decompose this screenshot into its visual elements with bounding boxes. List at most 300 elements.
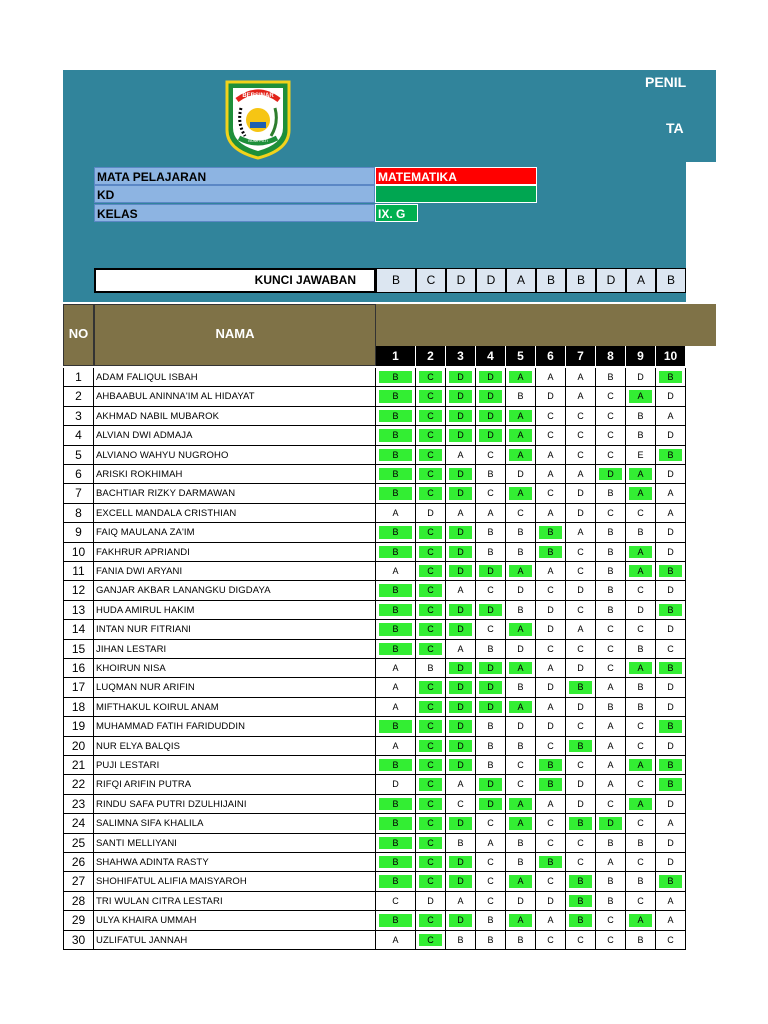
answer-cell-correct[interactable] <box>626 465 656 484</box>
answer-cell[interactable] <box>566 756 596 775</box>
answer-cell-correct[interactable] <box>416 853 446 872</box>
answer-cell-correct[interactable] <box>476 659 506 678</box>
answer-cell[interactable] <box>506 504 536 523</box>
answer-cell[interactable] <box>566 581 596 600</box>
answer-cell-correct[interactable] <box>446 523 476 542</box>
answer-cell[interactable] <box>536 737 566 756</box>
answer-cell[interactable] <box>376 775 416 794</box>
answer-cell-correct[interactable] <box>416 543 446 562</box>
answer-cell-correct[interactable] <box>446 756 476 775</box>
student-name[interactable]: SALIMNA SIFA KHALILA <box>94 814 376 833</box>
answer-cell-correct[interactable] <box>376 911 416 930</box>
answer-cell[interactable] <box>656 543 686 562</box>
answer-cell[interactable] <box>476 717 506 736</box>
answer-cell[interactable] <box>566 484 596 503</box>
answer-cell-correct[interactable] <box>476 368 506 387</box>
answer-cell[interactable] <box>536 814 566 833</box>
answer-cell-correct[interactable] <box>416 640 446 659</box>
student-name[interactable]: UZLIFATUL JANNAH <box>94 931 376 950</box>
answer-cell-correct[interactable] <box>446 698 476 717</box>
answer-cell-correct[interactable] <box>476 601 506 620</box>
answer-cell[interactable] <box>476 581 506 600</box>
answer-cell-correct[interactable] <box>416 872 446 891</box>
answer-cell-correct[interactable] <box>506 407 536 426</box>
answer-cell-correct[interactable] <box>476 698 506 717</box>
student-name[interactable]: HUDA AMIRUL HAKIM <box>94 601 376 620</box>
answer-cell-correct[interactable] <box>566 737 596 756</box>
answer-cell[interactable] <box>476 484 506 503</box>
answer-cell-correct[interactable] <box>446 562 476 581</box>
answer-cell[interactable] <box>476 834 506 853</box>
answer-cell[interactable] <box>596 678 626 697</box>
answer-cell[interactable] <box>536 601 566 620</box>
answer-cell[interactable] <box>506 737 536 756</box>
answer-cell[interactable] <box>596 387 626 406</box>
answer-cell[interactable] <box>566 368 596 387</box>
student-name[interactable]: TRI WULAN CITRA LESTARI <box>94 892 376 911</box>
answer-cell[interactable] <box>566 387 596 406</box>
answer-cell[interactable] <box>656 407 686 426</box>
answer-cell-correct[interactable] <box>506 795 536 814</box>
student-name[interactable]: ALVIAN DWI ADMAJA <box>94 426 376 445</box>
answer-cell[interactable] <box>376 562 416 581</box>
mapel-value[interactable]: MATEMATIKA <box>375 167 537 185</box>
answer-cell-correct[interactable] <box>476 795 506 814</box>
answer-cell-correct[interactable] <box>376 368 416 387</box>
answer-cell[interactable] <box>536 407 566 426</box>
answer-cell[interactable] <box>656 795 686 814</box>
answer-cell[interactable] <box>476 620 506 639</box>
answer-cell[interactable] <box>656 504 686 523</box>
answer-cell[interactable] <box>566 640 596 659</box>
answer-cell-correct[interactable] <box>416 581 446 600</box>
answer-cell[interactable] <box>476 911 506 930</box>
answer-cell[interactable] <box>626 678 656 697</box>
answer-cell[interactable] <box>446 892 476 911</box>
student-name[interactable]: FAIQ MAULANA ZA'IM <box>94 523 376 542</box>
answer-cell-correct[interactable] <box>506 368 536 387</box>
answer-cell-correct[interactable] <box>376 543 416 562</box>
answer-cell-correct[interactable] <box>656 659 686 678</box>
answer-cell[interactable] <box>566 717 596 736</box>
answer-cell-correct[interactable] <box>416 756 446 775</box>
answer-cell-correct[interactable] <box>566 814 596 833</box>
answer-cell-correct[interactable] <box>446 678 476 697</box>
answer-cell[interactable] <box>506 853 536 872</box>
answer-cell[interactable] <box>596 543 626 562</box>
answer-cell[interactable] <box>596 446 626 465</box>
answer-cell-correct[interactable] <box>376 426 416 445</box>
answer-cell[interactable] <box>536 659 566 678</box>
answer-cell[interactable] <box>656 814 686 833</box>
answer-cell[interactable] <box>506 756 536 775</box>
answer-cell[interactable] <box>566 853 596 872</box>
answer-cell-correct[interactable] <box>506 814 536 833</box>
answer-cell-correct[interactable] <box>416 368 446 387</box>
student-name[interactable]: ALVIANO WAHYU NUGROHO <box>94 446 376 465</box>
answer-cell[interactable] <box>506 543 536 562</box>
answer-cell-correct[interactable] <box>416 601 446 620</box>
answer-cell[interactable] <box>626 640 656 659</box>
student-name[interactable]: EXCELL MANDALA CRISTHIAN <box>94 504 376 523</box>
answer-cell-correct[interactable] <box>376 581 416 600</box>
answer-cell-correct[interactable] <box>656 562 686 581</box>
answer-cell-correct[interactable] <box>446 543 476 562</box>
answer-cell[interactable] <box>626 368 656 387</box>
answer-cell[interactable] <box>656 484 686 503</box>
answer-cell-correct[interactable] <box>376 387 416 406</box>
answer-cell-correct[interactable] <box>476 678 506 697</box>
answer-cell-correct[interactable] <box>536 775 566 794</box>
answer-cell-correct[interactable] <box>506 872 536 891</box>
answer-cell-correct[interactable] <box>416 387 446 406</box>
answer-cell[interactable] <box>656 678 686 697</box>
answer-cell[interactable] <box>446 931 476 950</box>
student-name[interactable]: SHOHIFATUL ALIFIA MAISYAROH <box>94 872 376 891</box>
answer-cell-correct[interactable] <box>446 368 476 387</box>
student-name[interactable]: INTAN NUR FITRIANI <box>94 620 376 639</box>
answer-cell[interactable] <box>506 387 536 406</box>
answer-cell-correct[interactable] <box>446 387 476 406</box>
answer-cell[interactable] <box>416 892 446 911</box>
answer-cell-correct[interactable] <box>656 601 686 620</box>
answer-cell-correct[interactable] <box>416 717 446 736</box>
answer-cell[interactable] <box>656 853 686 872</box>
student-name[interactable]: SANTI MELLIYANI <box>94 834 376 853</box>
student-name[interactable]: FANIA DWI ARYANI <box>94 562 376 581</box>
answer-cell-correct[interactable] <box>506 484 536 503</box>
answer-cell[interactable] <box>596 581 626 600</box>
answer-cell[interactable] <box>536 640 566 659</box>
answer-cell[interactable] <box>596 775 626 794</box>
answer-cell[interactable] <box>596 368 626 387</box>
answer-cell-correct[interactable] <box>626 484 656 503</box>
answer-cell[interactable] <box>626 834 656 853</box>
answer-cell[interactable] <box>476 756 506 775</box>
student-name[interactable]: GANJAR AKBAR LANANGKU DIGDAYA <box>94 581 376 600</box>
answer-cell[interactable] <box>566 795 596 814</box>
student-name[interactable]: MUHAMMAD FATIH FARIDUDDIN <box>94 717 376 736</box>
answer-cell[interactable] <box>446 581 476 600</box>
answer-cell[interactable] <box>656 640 686 659</box>
answer-cell[interactable] <box>566 562 596 581</box>
answer-cell[interactable] <box>566 834 596 853</box>
answer-cell[interactable] <box>596 698 626 717</box>
answer-cell[interactable] <box>626 872 656 891</box>
answer-cell-correct[interactable] <box>416 446 446 465</box>
answer-cell[interactable] <box>506 775 536 794</box>
answer-cell[interactable] <box>566 659 596 678</box>
answer-cell-correct[interactable] <box>446 659 476 678</box>
answer-cell-correct[interactable] <box>446 872 476 891</box>
answer-cell[interactable] <box>536 465 566 484</box>
answer-cell-correct[interactable] <box>626 562 656 581</box>
answer-cell[interactable] <box>476 640 506 659</box>
answer-cell-correct[interactable] <box>376 717 416 736</box>
answer-cell-correct[interactable] <box>656 775 686 794</box>
answer-cell[interactable] <box>596 911 626 930</box>
student-name[interactable]: KHOIRUN NISA <box>94 659 376 678</box>
answer-cell[interactable] <box>506 931 536 950</box>
answer-cell[interactable] <box>596 504 626 523</box>
answer-cell[interactable] <box>596 426 626 445</box>
answer-cell-correct[interactable] <box>376 465 416 484</box>
answer-cell-correct[interactable] <box>376 640 416 659</box>
answer-cell-correct[interactable] <box>416 795 446 814</box>
student-name[interactable]: LUQMAN NUR ARIFIN <box>94 678 376 697</box>
answer-cell[interactable] <box>596 795 626 814</box>
kunci-answer-cell[interactable]: B <box>566 268 596 293</box>
answer-cell-correct[interactable] <box>376 853 416 872</box>
answer-cell-correct[interactable] <box>376 601 416 620</box>
answer-cell-correct[interactable] <box>626 543 656 562</box>
answer-cell[interactable] <box>506 717 536 736</box>
answer-cell[interactable] <box>536 387 566 406</box>
answer-cell[interactable] <box>376 698 416 717</box>
answer-cell[interactable] <box>626 446 656 465</box>
answer-cell-correct[interactable] <box>446 717 476 736</box>
answer-cell[interactable] <box>536 484 566 503</box>
answer-cell[interactable] <box>476 931 506 950</box>
answer-cell[interactable] <box>596 931 626 950</box>
answer-cell[interactable] <box>506 465 536 484</box>
answer-cell[interactable] <box>416 504 446 523</box>
answer-cell[interactable] <box>596 659 626 678</box>
student-name[interactable]: ULYA KHAIRA UMMAH <box>94 911 376 930</box>
answer-cell[interactable] <box>596 640 626 659</box>
answer-cell-correct[interactable] <box>446 620 476 639</box>
answer-cell[interactable] <box>626 407 656 426</box>
answer-cell-correct[interactable] <box>626 756 656 775</box>
answer-cell-correct[interactable] <box>536 543 566 562</box>
answer-cell-correct[interactable] <box>476 562 506 581</box>
answer-cell[interactable] <box>566 620 596 639</box>
answer-cell-correct[interactable] <box>446 407 476 426</box>
answer-cell[interactable] <box>566 601 596 620</box>
student-name[interactable]: JIHAN LESTARI <box>94 640 376 659</box>
answer-cell-correct[interactable] <box>446 426 476 445</box>
answer-cell-correct[interactable] <box>416 931 446 950</box>
answer-cell-correct[interactable] <box>376 814 416 833</box>
answer-cell[interactable] <box>626 892 656 911</box>
answer-cell-correct[interactable] <box>416 407 446 426</box>
answer-cell[interactable] <box>626 931 656 950</box>
answer-cell-correct[interactable] <box>416 523 446 542</box>
answer-cell-correct[interactable] <box>506 562 536 581</box>
answer-cell[interactable] <box>536 795 566 814</box>
answer-cell-correct[interactable] <box>376 872 416 891</box>
answer-cell[interactable] <box>626 698 656 717</box>
answer-cell[interactable] <box>626 737 656 756</box>
answer-cell[interactable] <box>476 892 506 911</box>
answer-cell-correct[interactable] <box>626 795 656 814</box>
answer-cell[interactable] <box>626 601 656 620</box>
answer-cell[interactable] <box>656 931 686 950</box>
answer-cell[interactable] <box>656 387 686 406</box>
answer-cell[interactable] <box>596 407 626 426</box>
answer-cell[interactable] <box>446 504 476 523</box>
answer-cell-correct[interactable] <box>656 368 686 387</box>
answer-cell-correct[interactable] <box>416 834 446 853</box>
answer-cell-correct[interactable] <box>566 911 596 930</box>
answer-cell-correct[interactable] <box>446 853 476 872</box>
answer-cell[interactable] <box>376 892 416 911</box>
answer-cell-correct[interactable] <box>416 775 446 794</box>
answer-cell[interactable] <box>656 426 686 445</box>
answer-cell-correct[interactable] <box>446 484 476 503</box>
student-name[interactable]: BACHTIAR RIZKY DARMAWAN <box>94 484 376 503</box>
answer-cell[interactable] <box>626 581 656 600</box>
answer-cell-correct[interactable] <box>416 465 446 484</box>
kunci-answer-cell[interactable]: D <box>476 268 506 293</box>
answer-cell[interactable] <box>476 504 506 523</box>
answer-cell-correct[interactable] <box>416 814 446 833</box>
answer-cell[interactable] <box>566 931 596 950</box>
student-name[interactable]: FAKHRUR APRIANDI <box>94 543 376 562</box>
answer-cell[interactable] <box>596 834 626 853</box>
answer-cell-correct[interactable] <box>416 737 446 756</box>
answer-cell[interactable] <box>656 834 686 853</box>
answer-cell[interactable] <box>536 620 566 639</box>
answer-cell[interactable] <box>476 853 506 872</box>
answer-cell[interactable] <box>536 911 566 930</box>
answer-cell[interactable] <box>476 465 506 484</box>
answer-cell[interactable] <box>536 368 566 387</box>
answer-cell[interactable] <box>376 737 416 756</box>
kunci-answer-cell[interactable]: A <box>626 268 656 293</box>
answer-cell[interactable] <box>626 775 656 794</box>
answer-cell[interactable] <box>656 892 686 911</box>
kunci-answer-cell[interactable]: B <box>656 268 686 293</box>
answer-cell[interactable] <box>566 426 596 445</box>
kunci-answer-cell[interactable]: D <box>446 268 476 293</box>
answer-cell[interactable] <box>536 892 566 911</box>
answer-cell-correct[interactable] <box>656 717 686 736</box>
answer-cell[interactable] <box>536 678 566 697</box>
student-name[interactable]: ARISKI ROKHIMAH <box>94 465 376 484</box>
answer-cell[interactable] <box>536 426 566 445</box>
answer-cell[interactable] <box>596 717 626 736</box>
answer-cell[interactable] <box>416 659 446 678</box>
answer-cell[interactable] <box>656 737 686 756</box>
answer-cell[interactable] <box>656 465 686 484</box>
answer-cell[interactable] <box>656 581 686 600</box>
answer-cell[interactable] <box>596 737 626 756</box>
student-name[interactable]: MIFTHAKUL KOIRUL ANAM <box>94 698 376 717</box>
answer-cell[interactable] <box>446 446 476 465</box>
answer-cell-correct[interactable] <box>476 387 506 406</box>
answer-cell-correct[interactable] <box>476 426 506 445</box>
answer-cell[interactable] <box>596 601 626 620</box>
answer-cell-correct[interactable] <box>626 911 656 930</box>
answer-cell[interactable] <box>626 523 656 542</box>
answer-cell-correct[interactable] <box>416 426 446 445</box>
student-name[interactable]: PUJI LESTARI <box>94 756 376 775</box>
answer-cell-correct[interactable] <box>506 620 536 639</box>
answer-cell-correct[interactable] <box>416 678 446 697</box>
answer-cell[interactable] <box>566 504 596 523</box>
answer-cell-correct[interactable] <box>446 601 476 620</box>
answer-cell[interactable] <box>536 834 566 853</box>
student-name[interactable]: AHBAABUL ANINNA'IM AL HIDAYAT <box>94 387 376 406</box>
answer-cell[interactable] <box>476 814 506 833</box>
kunci-answer-cell[interactable]: B <box>376 268 416 293</box>
answer-cell-correct[interactable] <box>626 387 656 406</box>
answer-cell[interactable] <box>626 717 656 736</box>
answer-cell[interactable] <box>506 601 536 620</box>
kunci-answer-cell[interactable]: B <box>536 268 566 293</box>
answer-cell[interactable] <box>566 698 596 717</box>
answer-cell[interactable] <box>446 640 476 659</box>
answer-cell-correct[interactable] <box>566 872 596 891</box>
kunci-answer-cell[interactable]: D <box>596 268 626 293</box>
answer-cell[interactable] <box>536 562 566 581</box>
answer-cell[interactable] <box>566 407 596 426</box>
student-name[interactable]: AKHMAD NABIL MUBAROK <box>94 407 376 426</box>
answer-cell-correct[interactable] <box>376 756 416 775</box>
student-name[interactable]: RINDU SAFA PUTRI DZULHIJAINI <box>94 795 376 814</box>
answer-cell[interactable] <box>596 620 626 639</box>
answer-cell-correct[interactable] <box>416 911 446 930</box>
answer-cell-correct[interactable] <box>446 911 476 930</box>
answer-cell-correct[interactable] <box>476 407 506 426</box>
answer-cell-correct[interactable] <box>446 465 476 484</box>
answer-cell-correct[interactable] <box>506 659 536 678</box>
answer-cell-correct[interactable] <box>566 678 596 697</box>
answer-cell-correct[interactable] <box>416 620 446 639</box>
answer-cell-correct[interactable] <box>376 407 416 426</box>
answer-cell-correct[interactable] <box>446 814 476 833</box>
answer-cell[interactable] <box>376 931 416 950</box>
answer-cell[interactable] <box>596 853 626 872</box>
answer-cell-correct[interactable] <box>656 872 686 891</box>
answer-cell-correct[interactable] <box>446 737 476 756</box>
answer-cell[interactable] <box>536 698 566 717</box>
answer-cell-correct[interactable] <box>536 523 566 542</box>
answer-cell[interactable] <box>656 523 686 542</box>
answer-cell[interactable] <box>656 911 686 930</box>
answer-cell-correct[interactable] <box>536 853 566 872</box>
kunci-answer-cell[interactable]: A <box>506 268 536 293</box>
answer-cell[interactable] <box>476 543 506 562</box>
answer-cell[interactable] <box>626 620 656 639</box>
answer-cell[interactable] <box>626 426 656 445</box>
answer-cell[interactable] <box>566 465 596 484</box>
kd-value[interactable] <box>375 185 537 203</box>
answer-cell[interactable] <box>566 543 596 562</box>
answer-cell[interactable] <box>376 504 416 523</box>
answer-cell[interactable] <box>566 775 596 794</box>
student-name[interactable]: RIFQI ARIFIN PUTRA <box>94 775 376 794</box>
answer-cell-correct[interactable] <box>376 620 416 639</box>
answer-cell[interactable] <box>376 678 416 697</box>
answer-cell-correct[interactable] <box>506 698 536 717</box>
answer-cell-correct[interactable] <box>506 911 536 930</box>
answer-cell[interactable] <box>656 620 686 639</box>
answer-cell[interactable] <box>626 853 656 872</box>
answer-cell[interactable] <box>596 562 626 581</box>
answer-cell[interactable] <box>476 523 506 542</box>
answer-cell[interactable] <box>656 698 686 717</box>
answer-cell[interactable] <box>376 659 416 678</box>
answer-cell[interactable] <box>596 484 626 503</box>
answer-cell[interactable] <box>596 872 626 891</box>
kelas-value[interactable]: IX. G <box>375 204 418 222</box>
answer-cell[interactable] <box>626 504 656 523</box>
answer-cell[interactable] <box>596 892 626 911</box>
answer-cell-correct[interactable] <box>376 446 416 465</box>
answer-cell[interactable] <box>536 872 566 891</box>
